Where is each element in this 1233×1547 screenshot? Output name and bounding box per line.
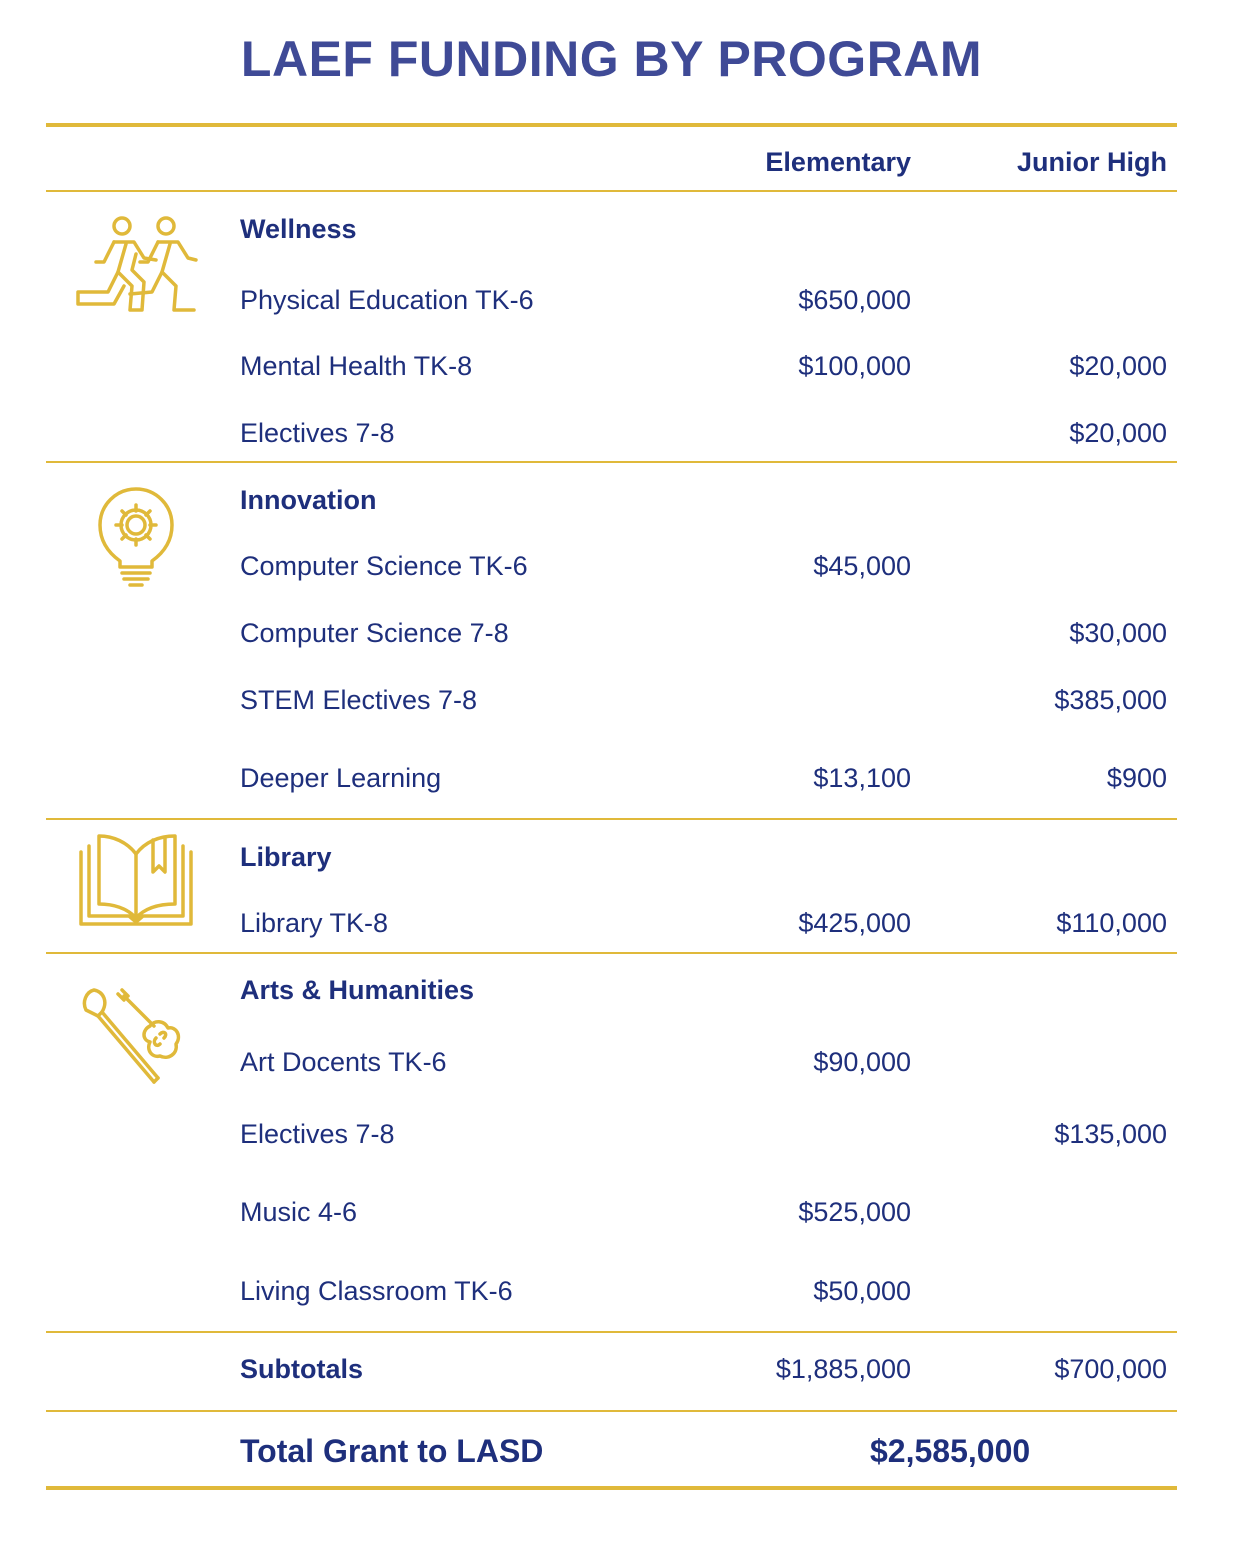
row-elementary-value: $50,000 [813, 1276, 911, 1306]
row-elementary-value: $90,000 [813, 1047, 911, 1077]
divider-library [46, 952, 1177, 954]
column-header-junior-high: Junior High [1017, 147, 1167, 177]
open-book-icon [79, 832, 193, 928]
runners-icon [74, 214, 198, 314]
row-elementary-value: $525,000 [798, 1197, 911, 1227]
row-elementary-value: $100,000 [798, 351, 911, 381]
row-label: Electives 7-8 [240, 1119, 395, 1149]
row-elementary-value: $13,100 [813, 763, 911, 793]
divider-innovation [46, 818, 1177, 820]
row-junior-high-value: $135,000 [1054, 1119, 1167, 1149]
divider-wellness [46, 461, 1177, 463]
row-junior-high-value: $900 [1106, 763, 1167, 793]
subtotal-elementary: $1,885,000 [775, 1354, 911, 1384]
total-value: $2,585,000 [870, 1433, 1031, 1469]
top-rule [46, 123, 1177, 127]
total-label: Total Grant to LASD [240, 1433, 544, 1469]
subtotals-label: Subtotals [240, 1354, 364, 1384]
row-label: STEM Electives 7-8 [240, 685, 478, 715]
row-label: Deeper Learning [240, 763, 442, 793]
row-label: Living Classroom TK-6 [240, 1276, 513, 1306]
page-title: LAEF FUNDING BY PROGRAM [240, 31, 983, 87]
row-label: Art Docents TK-6 [240, 1047, 447, 1077]
row-junior-high-value: $30,000 [1069, 618, 1167, 648]
column-header-elementary: Elementary [765, 147, 911, 177]
row-elementary-value: $425,000 [798, 908, 911, 938]
row-label: Electives 7-8 [240, 418, 395, 448]
category-innovation: Innovation [240, 485, 377, 515]
paintbrush-violin-icon [80, 986, 190, 1086]
row-elementary-value: $45,000 [813, 551, 911, 581]
row-junior-high-value: $20,000 [1069, 418, 1167, 448]
lightbulb-gear-icon [98, 487, 176, 589]
subtotal-junior-high: $700,000 [1054, 1354, 1167, 1384]
row-junior-high-value: $20,000 [1069, 351, 1167, 381]
bottom-rule [46, 1486, 1177, 1490]
row-label: Computer Science TK-6 [240, 551, 528, 581]
row-junior-high-value: $385,000 [1054, 685, 1167, 715]
row-label: Mental Health TK-8 [240, 351, 473, 381]
header-rule [46, 190, 1177, 192]
category-arts-humanities: Arts & Humanities [240, 975, 475, 1005]
divider-arts [46, 1331, 1177, 1333]
row-junior-high-value: $110,000 [1056, 908, 1167, 938]
category-wellness: Wellness [240, 214, 357, 244]
row-label: Physical Education TK-6 [240, 285, 534, 315]
row-elementary-value: $650,000 [798, 285, 911, 315]
row-label: Music 4-6 [240, 1197, 358, 1227]
category-library: Library [240, 842, 332, 872]
row-label: Computer Science 7-8 [240, 618, 509, 648]
divider-subtotals [46, 1410, 1177, 1412]
row-label: Library TK-8 [240, 908, 389, 938]
